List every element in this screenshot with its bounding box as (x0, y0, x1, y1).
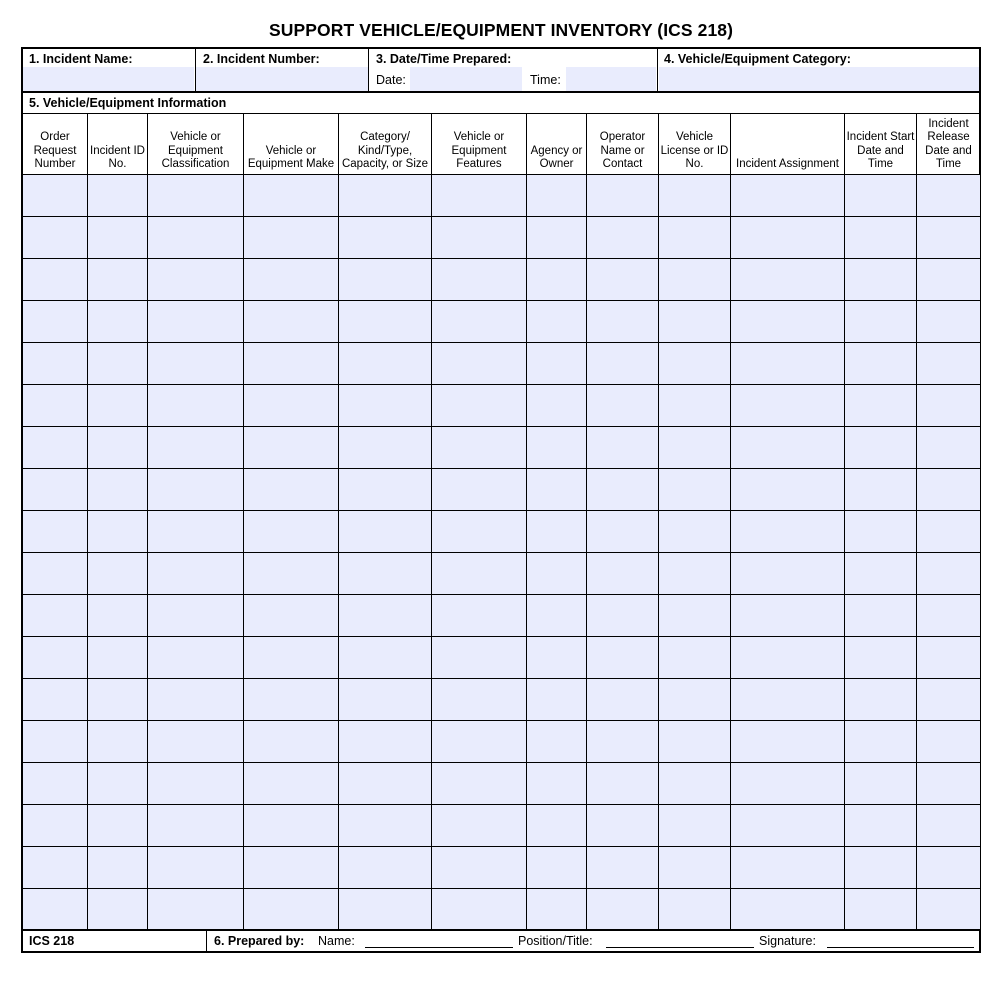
column-header: Operator Name or Contact (599, 131, 646, 171)
table-cell[interactable] (339, 721, 431, 762)
table-cell[interactable] (917, 889, 980, 930)
table-cell[interactable] (527, 889, 586, 930)
table-cell[interactable] (731, 721, 844, 762)
table-cell[interactable] (88, 469, 147, 510)
table-cell[interactable] (244, 763, 338, 804)
table-cell[interactable] (339, 427, 431, 468)
table-row (22, 846, 980, 847)
table-cell[interactable] (659, 259, 730, 300)
table-cell[interactable] (917, 637, 980, 678)
table-cell[interactable] (23, 469, 87, 510)
table-cell[interactable] (659, 553, 730, 594)
table-cell[interactable] (339, 847, 431, 888)
table-cell[interactable] (88, 805, 147, 846)
divider (87, 114, 88, 930)
divider (586, 114, 587, 930)
table-cell[interactable] (244, 595, 338, 636)
table-cell[interactable] (339, 217, 431, 258)
table-cell[interactable] (23, 805, 87, 846)
table-cell[interactable] (244, 679, 338, 720)
table-cell[interactable] (148, 469, 243, 510)
table-cell[interactable] (339, 301, 431, 342)
table-cell[interactable] (88, 595, 147, 636)
divider (147, 114, 148, 930)
table-cell[interactable] (23, 259, 87, 300)
table-cell[interactable] (339, 469, 431, 510)
table-cell[interactable] (527, 427, 586, 468)
name-label: Name: (318, 934, 355, 948)
divider (657, 48, 658, 92)
table-cell[interactable] (244, 427, 338, 468)
table-cell[interactable] (527, 553, 586, 594)
table-cell[interactable] (845, 595, 916, 636)
table-cell[interactable] (917, 385, 980, 426)
table-cell[interactable] (148, 259, 243, 300)
table-cell[interactable] (845, 679, 916, 720)
table-cell[interactable] (88, 175, 147, 216)
position-title-field[interactable] (606, 947, 754, 948)
table-cell[interactable] (88, 301, 147, 342)
divider (338, 114, 339, 930)
table-cell[interactable] (244, 889, 338, 930)
table-cell[interactable] (587, 217, 658, 258)
table-cell[interactable] (244, 385, 338, 426)
table-cell[interactable] (845, 217, 916, 258)
table-cell[interactable] (845, 175, 916, 216)
table-row (22, 720, 980, 721)
table-cell[interactable] (148, 763, 243, 804)
table-cell[interactable] (659, 805, 730, 846)
table-cell[interactable] (432, 847, 526, 888)
table-cell[interactable] (587, 469, 658, 510)
table-cell[interactable] (917, 847, 980, 888)
table-cell[interactable] (148, 889, 243, 930)
name-field[interactable] (365, 947, 513, 948)
column-header: Incident ID No. (90, 144, 145, 171)
table-cell[interactable] (659, 385, 730, 426)
table-cell[interactable] (659, 511, 730, 552)
table-cell[interactable] (244, 553, 338, 594)
footer-form-id: ICS 218 (29, 934, 75, 948)
table-cell[interactable] (587, 805, 658, 846)
divider (844, 114, 845, 930)
table-cell[interactable] (148, 511, 243, 552)
table-cell[interactable] (917, 595, 980, 636)
table-cell[interactable] (731, 679, 844, 720)
table-cell[interactable] (845, 385, 916, 426)
table-cell[interactable] (845, 889, 916, 930)
table-cell[interactable] (88, 385, 147, 426)
table-cell[interactable] (23, 301, 87, 342)
position-title-label: Position/Title: (518, 934, 593, 948)
table-cell[interactable] (659, 343, 730, 384)
table-cell[interactable] (845, 301, 916, 342)
table-cell[interactable] (527, 469, 586, 510)
table-cell[interactable] (148, 175, 243, 216)
divider (195, 48, 196, 92)
table-cell[interactable] (731, 385, 844, 426)
table-cell[interactable] (527, 301, 586, 342)
table-cell[interactable] (23, 847, 87, 888)
table-cell[interactable] (845, 805, 916, 846)
table-cell[interactable] (587, 259, 658, 300)
table-cell[interactable] (659, 595, 730, 636)
table-cell[interactable] (339, 595, 431, 636)
table-cell[interactable] (587, 385, 658, 426)
table-cell[interactable] (917, 343, 980, 384)
table-cell[interactable] (23, 511, 87, 552)
table-cell[interactable] (587, 427, 658, 468)
table-cell[interactable] (917, 427, 980, 468)
table-cell[interactable] (587, 553, 658, 594)
table-cell[interactable] (88, 763, 147, 804)
date-field[interactable] (410, 67, 522, 91)
table-row (22, 216, 980, 217)
table-cell[interactable] (339, 511, 431, 552)
divider (526, 114, 527, 930)
table-cell[interactable] (23, 385, 87, 426)
table-cell[interactable] (339, 763, 431, 804)
table-cell[interactable] (659, 637, 730, 678)
table-cell[interactable] (244, 217, 338, 258)
table-cell[interactable] (917, 553, 980, 594)
table-cell[interactable] (917, 217, 980, 258)
incident-name-label: 1. Incident Name: (29, 52, 133, 66)
table-cell[interactable] (23, 763, 87, 804)
table-cell[interactable] (527, 721, 586, 762)
table-cell[interactable] (845, 511, 916, 552)
table-cell[interactable] (731, 805, 844, 846)
table-cell[interactable] (845, 553, 916, 594)
column-header: Vehicle or Equipment Features (451, 131, 507, 171)
vehicle-category-field[interactable] (659, 67, 979, 91)
table-cell[interactable] (148, 595, 243, 636)
table-cell[interactable] (432, 385, 526, 426)
table-cell[interactable] (731, 343, 844, 384)
table-cell[interactable] (917, 301, 980, 342)
table-cell[interactable] (527, 511, 586, 552)
table-row (22, 384, 980, 385)
table-cell[interactable] (339, 679, 431, 720)
column-header: Vehicle or Equipment Classification (161, 131, 230, 171)
table-cell[interactable] (148, 679, 243, 720)
column-header: Incident Assignment (736, 158, 839, 171)
table-cell[interactable] (845, 469, 916, 510)
table-cell[interactable] (244, 637, 338, 678)
table-cell[interactable] (659, 847, 730, 888)
table-cell[interactable] (587, 889, 658, 930)
table-cell[interactable] (23, 637, 87, 678)
table-cell[interactable] (432, 469, 526, 510)
table-cell[interactable] (432, 301, 526, 342)
table-cell[interactable] (88, 343, 147, 384)
table-cell[interactable] (587, 301, 658, 342)
table-cell[interactable] (731, 469, 844, 510)
table-cell[interactable] (731, 301, 844, 342)
table-cell[interactable] (432, 553, 526, 594)
table-cell[interactable] (659, 175, 730, 216)
table-cell[interactable] (244, 469, 338, 510)
table-cell[interactable] (731, 637, 844, 678)
table-cell[interactable] (917, 805, 980, 846)
table-cell[interactable] (23, 721, 87, 762)
table-row (22, 300, 980, 301)
table-cell[interactable] (88, 637, 147, 678)
table-cell[interactable] (432, 217, 526, 258)
table-cell[interactable] (23, 217, 87, 258)
table-cell[interactable] (432, 259, 526, 300)
column-header: Category/ Kind/Type, Capacity, or Size (341, 131, 429, 171)
table-cell[interactable] (23, 175, 87, 216)
datetime-prepared-label: 3. Date/Time Prepared: (376, 52, 512, 66)
table-cell[interactable] (339, 385, 431, 426)
table-cell[interactable] (527, 343, 586, 384)
divider (22, 929, 980, 931)
table-cell[interactable] (527, 595, 586, 636)
table-cell[interactable] (731, 427, 844, 468)
table-row (22, 342, 980, 343)
table-cell[interactable] (917, 679, 980, 720)
table-cell[interactable] (148, 427, 243, 468)
vehicle-category-label: 4. Vehicle/Equipment Category: (664, 52, 851, 66)
table-cell[interactable] (659, 721, 730, 762)
table-cell[interactable] (659, 763, 730, 804)
table-cell[interactable] (527, 763, 586, 804)
table-cell[interactable] (917, 469, 980, 510)
divider (243, 114, 244, 930)
table-cell[interactable] (527, 259, 586, 300)
table-cell[interactable] (23, 427, 87, 468)
table-row (22, 174, 980, 175)
table-cell[interactable] (659, 679, 730, 720)
table-cell[interactable] (432, 679, 526, 720)
table-row (22, 678, 980, 679)
table-cell[interactable] (731, 889, 844, 930)
table-cell[interactable] (587, 721, 658, 762)
table-cell[interactable] (845, 259, 916, 300)
table-cell[interactable] (659, 427, 730, 468)
table-cell[interactable] (917, 511, 980, 552)
incident-number-field[interactable] (196, 67, 368, 91)
table-cell[interactable] (917, 721, 980, 762)
table-row (22, 468, 980, 469)
table-cell[interactable] (339, 637, 431, 678)
prepared-by-label: 6. Prepared by: (214, 934, 305, 948)
table-cell[interactable] (339, 805, 431, 846)
table-cell[interactable] (917, 763, 980, 804)
table-cell[interactable] (659, 301, 730, 342)
table-cell[interactable] (244, 805, 338, 846)
column-header: Order Request Number (33, 131, 77, 171)
table-cell[interactable] (731, 595, 844, 636)
table-cell[interactable] (845, 763, 916, 804)
table-cell[interactable] (88, 427, 147, 468)
table-cell[interactable] (587, 679, 658, 720)
table-cell[interactable] (88, 889, 147, 930)
table-cell[interactable] (845, 343, 916, 384)
time-field[interactable] (566, 67, 656, 91)
table-cell[interactable] (244, 175, 338, 216)
table-cell[interactable] (659, 889, 730, 930)
table-cell[interactable] (527, 805, 586, 846)
table-cell[interactable] (432, 427, 526, 468)
vehicle-equipment-info-label: 5. Vehicle/Equipment Information (29, 96, 227, 110)
table-cell[interactable] (88, 259, 147, 300)
table-cell[interactable] (659, 217, 730, 258)
table-cell[interactable] (731, 847, 844, 888)
table-cell[interactable] (731, 259, 844, 300)
table-cell[interactable] (88, 217, 147, 258)
table-cell[interactable] (339, 553, 431, 594)
table-cell[interactable] (432, 511, 526, 552)
table-cell[interactable] (432, 175, 526, 216)
table-cell[interactable] (339, 343, 431, 384)
table-cell[interactable] (23, 595, 87, 636)
column-header: Incident Release Date and Time (925, 117, 972, 171)
table-cell[interactable] (148, 637, 243, 678)
divider (368, 48, 369, 92)
table-cell[interactable] (587, 595, 658, 636)
table-cell[interactable] (845, 721, 916, 762)
table-cell[interactable] (148, 217, 243, 258)
table-cell[interactable] (527, 847, 586, 888)
table-cell[interactable] (587, 847, 658, 888)
table-cell[interactable] (244, 343, 338, 384)
divider (916, 114, 917, 930)
table-row (22, 762, 980, 763)
table-cell[interactable] (527, 637, 586, 678)
table-row (22, 636, 980, 637)
table-cell[interactable] (88, 511, 147, 552)
table-row (22, 426, 980, 427)
table-cell[interactable] (587, 511, 658, 552)
table-cell[interactable] (432, 595, 526, 636)
signature-label: Signature: (759, 934, 816, 948)
table-cell[interactable] (432, 637, 526, 678)
incident-number-label: 2. Incident Number: (203, 52, 320, 66)
table-cell[interactable] (845, 637, 916, 678)
table-cell[interactable] (244, 847, 338, 888)
table-cell[interactable] (244, 511, 338, 552)
time-label: Time: (530, 73, 561, 87)
table-cell[interactable] (244, 301, 338, 342)
table-cell[interactable] (587, 637, 658, 678)
table-cell[interactable] (148, 301, 243, 342)
table-cell[interactable] (587, 175, 658, 216)
table-cell[interactable] (587, 763, 658, 804)
table-cell[interactable] (917, 259, 980, 300)
table-cell[interactable] (432, 805, 526, 846)
divider (431, 114, 432, 930)
table-cell[interactable] (88, 721, 147, 762)
table-cell[interactable] (845, 847, 916, 888)
table-cell[interactable] (432, 343, 526, 384)
table-cell[interactable] (339, 259, 431, 300)
table-cell[interactable] (659, 469, 730, 510)
table-cell[interactable] (148, 721, 243, 762)
table-cell[interactable] (731, 175, 844, 216)
column-header: Incident Start Date and Time (846, 131, 915, 171)
table-cell[interactable] (23, 553, 87, 594)
table-cell[interactable] (432, 721, 526, 762)
divider (658, 114, 659, 930)
incident-name-field[interactable] (23, 67, 194, 91)
divider (22, 91, 980, 93)
table-cell[interactable] (23, 889, 87, 930)
column-header: Agency or Owner (530, 144, 583, 171)
table-row (22, 804, 980, 805)
table-cell[interactable] (148, 553, 243, 594)
table-cell[interactable] (23, 343, 87, 384)
table-cell[interactable] (148, 385, 243, 426)
table-row (22, 510, 980, 511)
table-cell[interactable] (731, 763, 844, 804)
table-row (22, 888, 980, 889)
table-cell[interactable] (731, 511, 844, 552)
table-cell[interactable] (88, 553, 147, 594)
table-cell[interactable] (148, 847, 243, 888)
date-label: Date: (376, 73, 406, 87)
table-cell[interactable] (845, 427, 916, 468)
table-cell[interactable] (731, 553, 844, 594)
table-cell[interactable] (432, 889, 526, 930)
table-cell[interactable] (339, 889, 431, 930)
table-cell[interactable] (527, 385, 586, 426)
column-header: Vehicle or Equipment Make (247, 144, 335, 171)
table-cell[interactable] (731, 217, 844, 258)
table-cell[interactable] (527, 679, 586, 720)
table-cell[interactable] (148, 343, 243, 384)
table-row (22, 258, 980, 259)
table-cell[interactable] (527, 175, 586, 216)
table-cell[interactable] (244, 259, 338, 300)
table-cell[interactable] (88, 679, 147, 720)
signature-field[interactable] (827, 947, 974, 948)
table-cell[interactable] (148, 805, 243, 846)
table-cell[interactable] (244, 721, 338, 762)
table-cell[interactable] (432, 763, 526, 804)
table-cell[interactable] (339, 175, 431, 216)
divider (730, 114, 731, 930)
form-title: SUPPORT VEHICLE/EQUIPMENT INVENTORY (ICS 218) (268, 20, 734, 40)
table-row (22, 594, 980, 595)
table-cell[interactable] (23, 679, 87, 720)
table-cell[interactable] (917, 175, 980, 216)
divider (206, 930, 207, 952)
table-cell[interactable] (88, 847, 147, 888)
table-cell[interactable] (527, 217, 586, 258)
column-header: Vehicle License or ID No. (660, 131, 729, 171)
table-row (22, 552, 980, 553)
table-cell[interactable] (587, 343, 658, 384)
